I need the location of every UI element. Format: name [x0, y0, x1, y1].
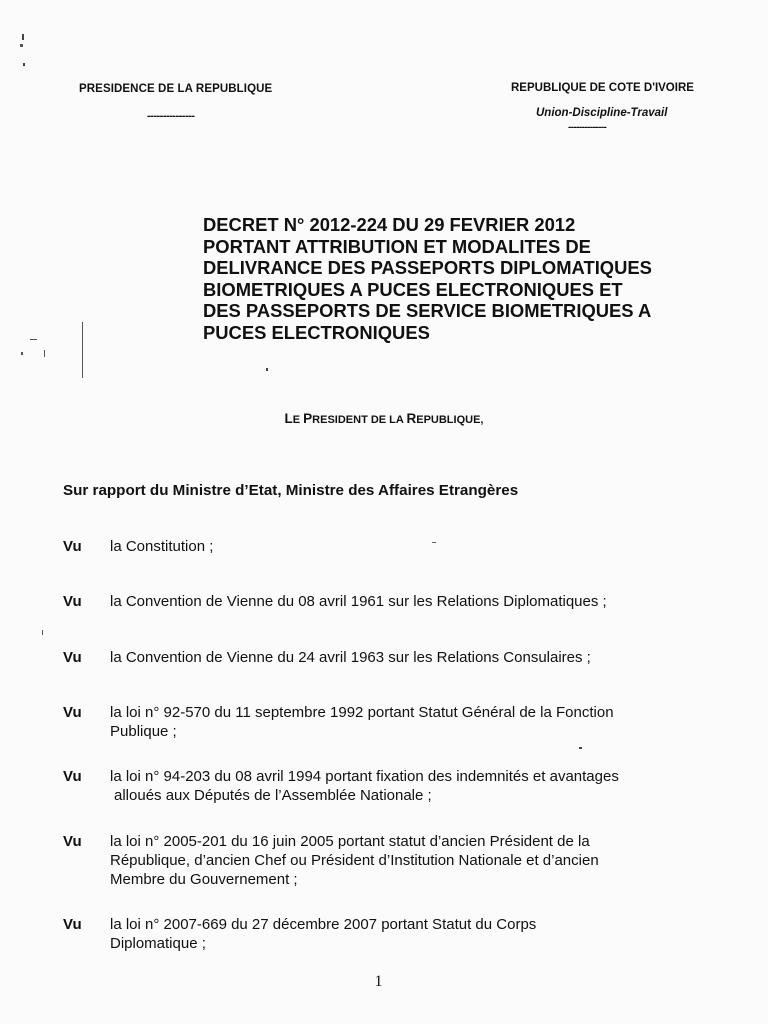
- decree-title-line: DECRET N° 2012-224 DU 29 FEVRIER 2012: [203, 214, 576, 235]
- republique-header-rule: --------------: [568, 122, 607, 133]
- vu-text: la Convention de Vienne du 24 avril 1963 sur les Relations Consulaires ;: [110, 649, 591, 666]
- republique-header: REPUBLIQUE DE COTE D'IVOIRE: [511, 82, 694, 94]
- president-heading: LE PRESIDENT DE LA REPUBLIQUE,: [284, 411, 484, 426]
- decree-title-line: PORTANT ATTRIBUTION ET MODALITES DE: [203, 235, 591, 257]
- vu-text: la loi n° 92-570 du 11 septembre 1992 portant Statut Général de la Fonction Publique ;: [110, 704, 614, 740]
- vu-text: la Convention de Vienne du 08 avril 1961 sur les Relations Diplomatiques ;: [110, 593, 607, 610]
- decree-title: [203, 214, 691, 344]
- decree-title-line: PUCES ELECTRONIQUES: [203, 321, 430, 343]
- vu-label: Vu: [63, 538, 82, 555]
- rapport-line: Sur rapport du Ministre d’Etat, Ministre des Affaires Etrangères: [63, 482, 519, 499]
- vu-label: Vu: [63, 704, 82, 721]
- decree-title-line: DES PASSEPORTS DE SERVICE BIOMETRIQUES A: [203, 300, 652, 322]
- vu-text: la Constitution ;: [110, 538, 214, 555]
- presidence-header: PRESIDENCE DE LA REPUBLIQUE: [79, 83, 273, 95]
- national-motto: Union-Discipline-Travail: [536, 107, 668, 119]
- vu-text: la loi n° 2007-669 du 27 décembre 2007 portant Statut du Corps Diplomatique ;: [110, 916, 537, 952]
- presidence-header-rule: ---------------: [147, 110, 195, 122]
- vu-text: la loi n° 2005-201 du 16 juin 2005 portant statut d’ancien Président de la République, d’ancien Chef ou Président d’Institution Nationale et d’ancien Membre du Gouvernement ;: [110, 833, 599, 888]
- decree-title-line: BIOMETRIQUES A PUCES ELECTRONIQUES ET: [203, 278, 623, 300]
- vu-label: Vu: [63, 593, 82, 610]
- vu-text: la loi n° 94-203 du 08 avril 1994 portant fixation des indemnités et avantages alloués aux Députés de l’Assemblée Nationale ;: [110, 768, 619, 804]
- page-number: 1: [374, 973, 383, 990]
- vu-label: Vu: [63, 768, 82, 785]
- vu-label: Vu: [63, 916, 82, 933]
- vu-label: Vu: [63, 649, 82, 666]
- vu-label: Vu: [63, 833, 82, 850]
- decree-title-line: DELIVRANCE DES PASSEPORTS DIPLOMATIQUES: [203, 257, 652, 279]
